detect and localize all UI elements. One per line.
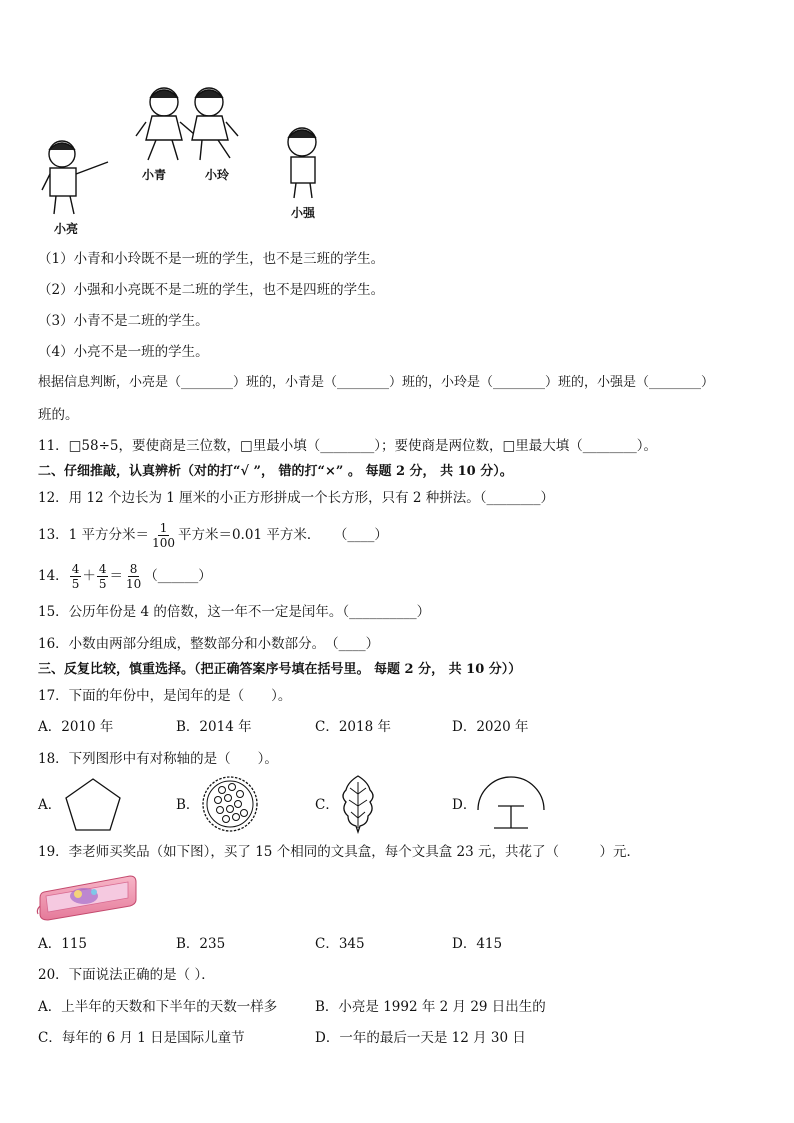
question-15: 15．公历年份是 4 的倍数，这一年不一定是闰年。（__________） [38, 604, 431, 620]
name-xiaoliang: 小亮 [54, 222, 79, 236]
name-xiaoqiang: 小强 [291, 206, 316, 220]
q17-option-d: D．2020 年 [452, 719, 529, 735]
leaf-shape [338, 772, 378, 834]
q19-option-b: B．235 [176, 936, 226, 952]
q18-option-c: C． [315, 797, 339, 813]
q13-fraction [150, 521, 177, 550]
q13-denominator: 100 [152, 536, 175, 550]
q20-option-b: B．小亮是 1992 年 2 月 29 日出生的 [315, 999, 546, 1015]
arch-shape [474, 774, 548, 832]
q14-b-denominator: 5 [98, 577, 107, 591]
question-13 [38, 518, 388, 552]
q14-plus: ＋ [82, 568, 96, 584]
pentagon-shape [62, 776, 124, 834]
question-17-stem: 17．下面的年份中，是闰年的是（ ）。 [38, 688, 292, 704]
q10-line-3: （3）小青不是二班的学生。 [38, 313, 209, 329]
q10-line-2: （2）小强和小亮既不是二班的学生，也不是四班的学生。 [38, 282, 385, 298]
q19-option-c: C．345 [315, 936, 365, 952]
q18-option-d: D． [452, 797, 477, 813]
q14-a-numerator: 4 [71, 562, 80, 576]
question-12: 12．用 12 个边长为 1 厘米的小正方形拼成一个长方形，只有 2 种拼法。（________） [38, 490, 555, 506]
name-xiaoling: 小玲 [205, 168, 230, 182]
q13-prefix: 13．1 平方分米＝ [38, 527, 150, 543]
q17-option-a: A．2010 年 [38, 719, 114, 735]
question-11: 11．□58÷5，要使商是三位数，□里最小填（________）；要使商是两位数，□里最大填（________）。 [38, 438, 658, 454]
q14-fraction-c [124, 562, 143, 591]
question-20-stem: 20．下面说法正确的是（ ）． [38, 967, 215, 983]
question-19-stem: 19．李老师买奖品（如下图），买了 15 个相同的文具盒，每个文具盒 23 元，共花了（ ）元． [38, 844, 640, 860]
pencil-case-image [34, 870, 140, 926]
q13-suffix: 平方米＝0.01 平方米． （____） [177, 527, 388, 543]
q17-option-b: B．2014 年 [176, 719, 252, 735]
q10-line-6: 班的。 [38, 407, 79, 423]
q19-option-a: A．115 [38, 936, 88, 952]
q14-fraction-b [97, 562, 109, 591]
q14-equals: ＝ [109, 568, 123, 584]
q18-option-b: B． [176, 797, 200, 813]
q20-option-c: C．每年的 6 月 1 日是国际儿童节 [38, 1030, 245, 1046]
name-xiaoqing: 小青 [142, 168, 167, 182]
q14-c-denominator: 10 [125, 577, 142, 591]
q17-option-c: C．2018 年 [315, 719, 391, 735]
q18-option-a: A． [38, 797, 62, 813]
q14-suffix: （______） [144, 568, 212, 584]
q14-b-numerator: 4 [98, 562, 107, 576]
q13-numerator: 1 [159, 521, 168, 535]
q14-prefix: 14． [38, 568, 69, 584]
q14-fraction-a [70, 562, 82, 591]
section-3-heading: 三、反复比较，慎重选择。（把正确答案序号填在括号里。 每题 2 分， 共 10 分）） [38, 662, 522, 677]
scalloped-circle-shape [200, 774, 260, 834]
q19-option-d: D．415 [452, 936, 503, 952]
q14-a-denominator: 5 [71, 577, 80, 591]
section-2-heading: 二、仔细推敲，认真辨析（对的打“√ ”， 错的打“×” 。 每题 2 分， 共 10 分）。 [38, 464, 513, 479]
question-18-stem: 18．下列图形中有对称轴的是（ ）。 [38, 751, 278, 767]
q10-line-4: （4）小亮不是一班的学生。 [38, 344, 209, 360]
q10-line-5: 根据信息判断，小亮是（________）班的，小青是（________）班的，小玲是（________）班的，小强是（________） [38, 375, 715, 390]
question-14 [38, 560, 212, 592]
q20-option-a: A．上半年的天数和下半年的天数一样多 [38, 999, 278, 1015]
q10-line-1: （1）小青和小玲既不是一班的学生，也不是三班的学生。 [38, 251, 385, 267]
question-16: 16．小数由两部分组成，整数部分和小数部分。 （____） [38, 636, 380, 652]
q14-c-numerator: 8 [129, 562, 138, 576]
q20-option-d: D．一年的最后一天是 12 月 30 日 [315, 1030, 526, 1046]
